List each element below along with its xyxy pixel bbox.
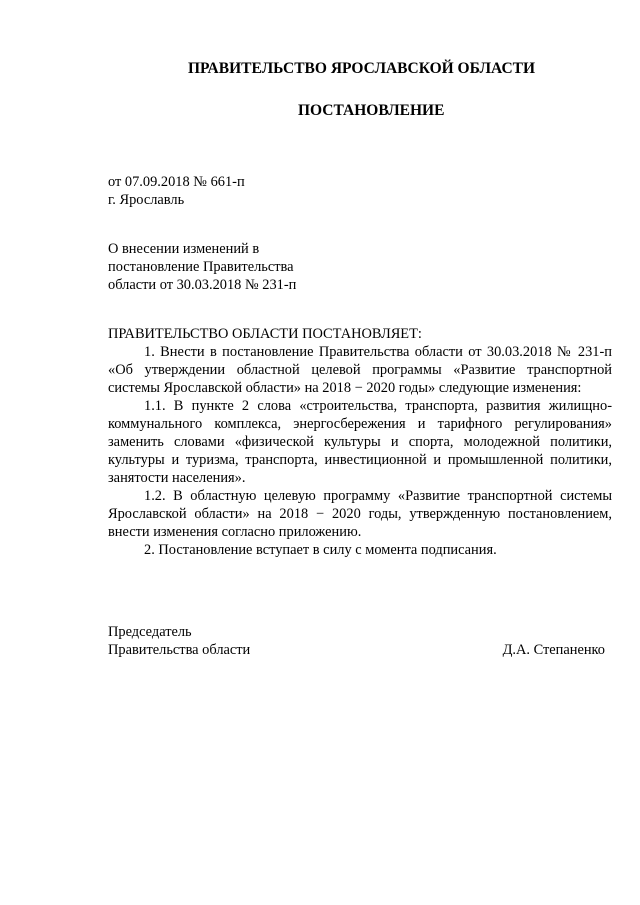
body-paragraph: 2. Постановление вступает в силу с момента подписания. — [144, 542, 497, 558]
preamble: ПРАВИТЕЛЬСТВО ОБЛАСТИ ПОСТАНОВЛЯЕТ: — [108, 326, 422, 342]
body-paragraph: 1. Внести в постановление Правительства области от 30.03.2018 № 231-п «Об утверждении областной целевой программы «Развитие транспортной системы Ярославской области» на 2018 − 2020 годы» следующие изменения: — [108, 344, 612, 396]
city: г. Ярославль — [108, 192, 185, 208]
body-paragraph: 1.1. В пункте 2 слова «строительства, транспорта, развития жилищно-коммунального комплекса, энергосбережения и тарифного регулирования» заменить словами «физической культуры и спорта, молодежной политики, культуры и туризма, транспорта, инвестиционной и промышленной политики, занятости населения». — [108, 398, 612, 486]
signature-block — [108, 623, 605, 659]
signatory-title: Правительства области — [108, 642, 251, 658]
signatory-title: Председатель — [108, 624, 192, 640]
date-number: от 07.09.2018 № 661-п — [108, 174, 245, 190]
organization-title: ПРАВИТЕЛЬСТВО ЯРОСЛАВСКОЙ ОБЛАСТИ — [188, 60, 536, 77]
body-paragraph: 1.2. В областную целевую программу «Развитие транспортной системы Ярославской области» на 2018 − 2020 годы, утвержденную постановлением, внести изменения согласно приложению. — [108, 488, 612, 540]
subject-line: постановление Правительства — [108, 259, 294, 275]
document-meta — [108, 173, 245, 209]
document-body — [108, 325, 612, 559]
subject-line: области от 30.03.2018 № 231-п — [108, 277, 297, 293]
subject-line: О внесении изменений в — [108, 241, 260, 257]
document-type-title: ПОСТАНОВЛЕНИЕ — [298, 102, 445, 119]
signatory-name: Д.А. Степаненко — [502, 642, 605, 658]
document-subject — [108, 240, 296, 294]
